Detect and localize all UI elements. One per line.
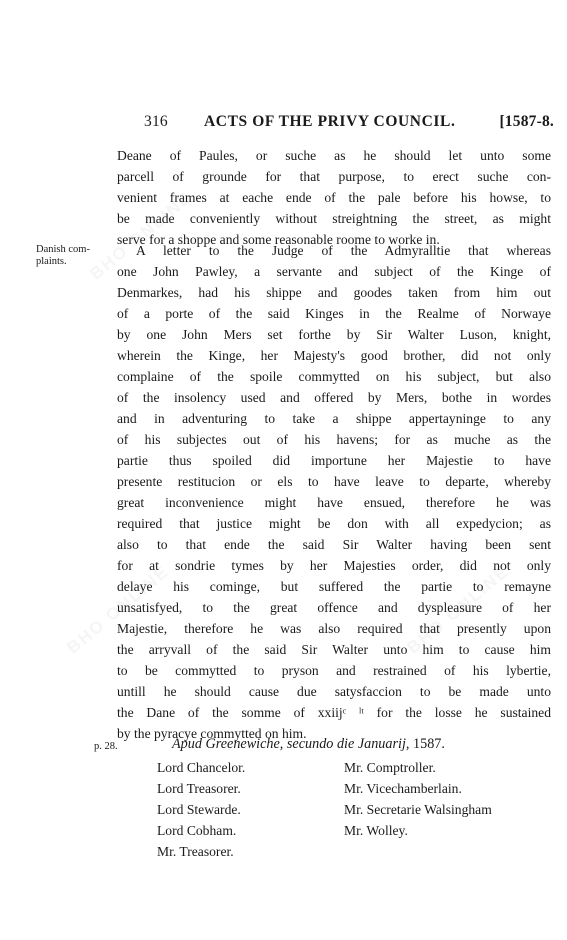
body-line: required that justice might be don with all expedycion; as <box>117 516 551 531</box>
side-note-line: Danish com- <box>36 244 90 255</box>
body-line: untill he should cause due satysfaccion to be made unto <box>117 684 551 699</box>
session-heading <box>172 736 445 753</box>
body-line: by the pyracye commytted on him. <box>117 726 307 741</box>
body-line: wherein the Kinge, her Majesty's good brother, did not only <box>117 348 551 363</box>
body-line: Deane of Paules, or suche as he should let unto some <box>117 148 551 163</box>
watermark: BHO ONLINE <box>86 187 196 284</box>
attendee-name: Lord Cobham. <box>157 823 237 838</box>
body-line: A letter to the Judge of the Admyralltie that whereas <box>136 243 551 258</box>
body-line: the arryvall of the said Sir Walter unto him to cause him <box>117 642 551 657</box>
body-line: the Dane of the somme of xxiijᶜ ˡᵗ for the losse he sustained <box>117 705 551 720</box>
attendee-name: Mr. Wolley. <box>344 823 408 838</box>
body-line: of his subjectes out of his havens; for as muche as the <box>117 432 551 447</box>
watermark: BHO ONLINE <box>63 561 173 658</box>
attendee-name: Lord Chancelor. <box>157 760 246 775</box>
attendee-name: Mr. Vicechamberlain. <box>344 781 462 796</box>
body-line: venient frames at eache ende of the pale before his howse, to <box>117 190 551 205</box>
margin-page-reference: p. 28. <box>94 741 118 752</box>
attendee-name: Lord Stewarde. <box>157 802 241 817</box>
body-line: Denmarkes, had his shippe and goodes taken from him out <box>117 285 551 300</box>
body-line: Majestie, therefore he was also required that presently upon <box>117 621 551 636</box>
body-line: of the insolency used and offered by Mers, bothe in wordes <box>117 390 551 405</box>
body-line: delaye his cominge, but suffered the partie to remayne <box>117 579 551 594</box>
body-line: and in adventuring to take a shippe appertayninge to any <box>117 411 551 426</box>
body-line: also to that ende the said Sir Walter having been sent <box>117 537 551 552</box>
session-heading-text: Apud Greenewiche, secundo die Januarij, <box>172 736 410 752</box>
body-line: parcell of grounde for that purpose, to erect suche con- <box>117 169 551 184</box>
body-line: partie thus spoiled did importune her Majestie to have <box>117 453 551 468</box>
attendee-name: Mr. Comptroller. <box>344 760 436 775</box>
running-title: ACTS OF THE PRIVY COUNCIL. <box>204 113 456 130</box>
attendee-name: Mr. Secretarie Walsingham <box>344 802 492 817</box>
body-line: unsatisfyed, to the great offence and dyspleasure of her <box>117 600 551 615</box>
body-line: be made conveniently without streightning the street, as might <box>117 211 551 226</box>
watermark: BHO ONLINE <box>403 561 513 658</box>
running-head <box>144 113 554 133</box>
body-line: serve for a shoppe and some reasonable roome to worke in. <box>117 232 440 247</box>
side-note <box>36 244 90 268</box>
page-number: 316 <box>144 113 168 130</box>
body-line: great inconvenience might have ensued, therefore he was <box>117 495 551 510</box>
body-line: of a porte of the said Kinges in the Realme of Norwaye <box>117 306 551 321</box>
attendee-name: Lord Treasorer. <box>157 781 241 796</box>
body-line: for at sondrie tymes by her Majesties order, did not only <box>117 558 551 573</box>
body-line: to be commytted to pryson and restrained of his lybertie, <box>117 663 551 678</box>
body-line: complaine of the spoile commytted on his subject, but also <box>117 369 551 384</box>
session-year: 1587. <box>413 736 445 752</box>
side-note-line: plaints. <box>36 256 67 267</box>
body-line: by one John Mers set forthe by Sir Walter Luson, knight, <box>117 327 551 342</box>
body-line: presente restitucion or els to have leave to departe, whereby <box>117 474 551 489</box>
attendee-name: Mr. Treasorer. <box>157 844 234 859</box>
body-line: one John Pawley, a servante and subject of the Kinge of <box>117 264 551 279</box>
running-year: [1587-8. <box>499 113 554 130</box>
